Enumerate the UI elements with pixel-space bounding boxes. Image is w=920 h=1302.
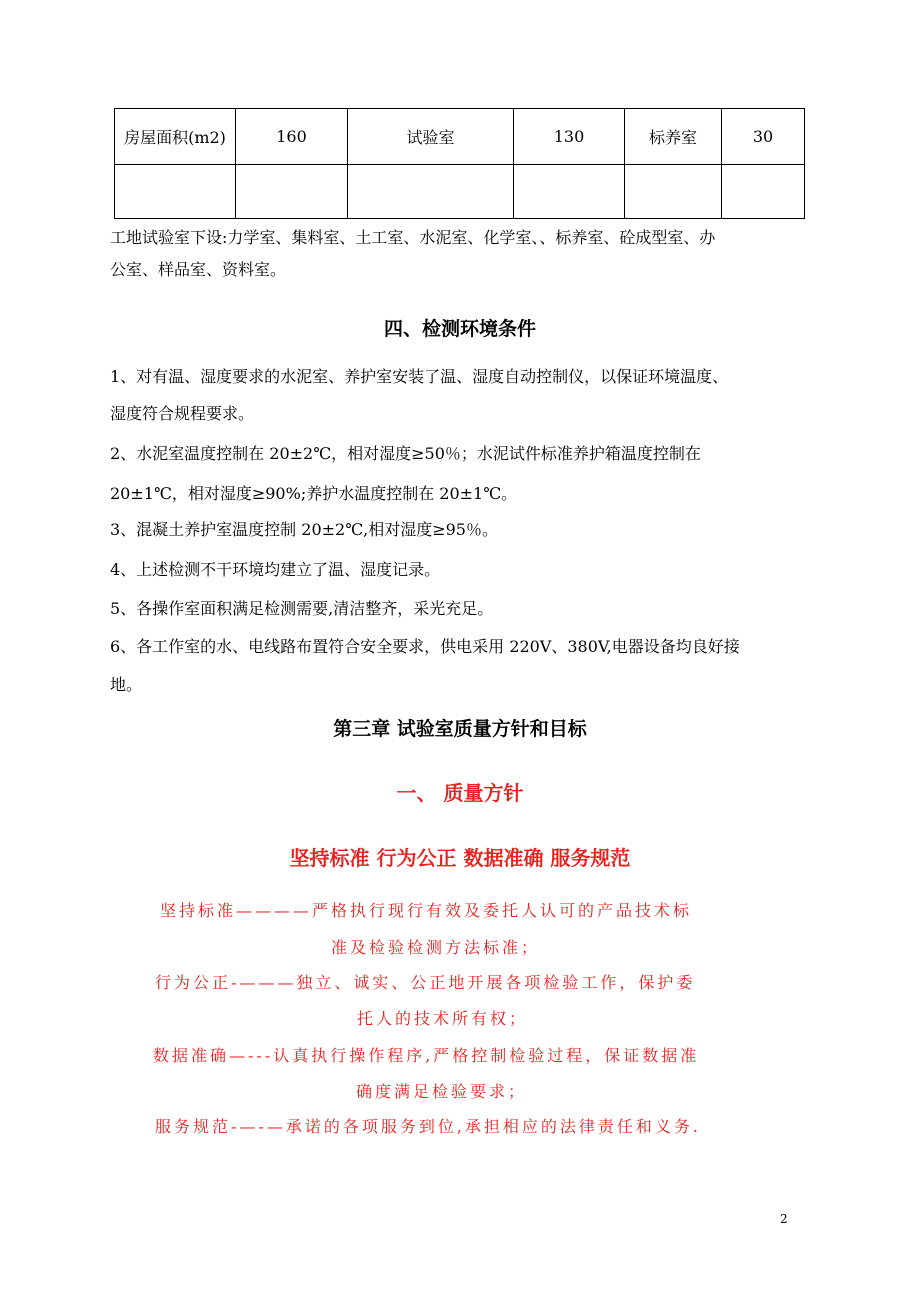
policy-line: 确度满足检验要求； — [356, 1082, 528, 1101]
table-cell: 30 — [722, 109, 805, 165]
item-line: 1、对有温、湿度要求的水泥室、养护室安装了温、湿度自动控制仪，以保证环境温度、 — [110, 367, 729, 386]
item-line: 4、上述检测不干环境均建立了温、湿度记录。 — [110, 560, 441, 579]
table-cell — [236, 165, 348, 219]
table-cell — [625, 165, 722, 219]
section-heading: 四、检测环境条件 — [383, 318, 536, 340]
paragraph-line: 工地试验室下设:力学室、集料室、土工室、水泥室、化学室、、标养室、砼成型室、办 — [110, 228, 716, 247]
table-cell: 130 — [514, 109, 625, 165]
policy-line: 坚持标准————严格执行现行有效及委托人认可的产品技术标 — [160, 901, 693, 920]
table-row — [115, 165, 805, 219]
item-line: 20±1℃，相对湿度≥90%;养护水温度控制在 20±1℃。 — [110, 484, 518, 503]
quality-policy-subtitle: 一、 质量方针 — [396, 781, 524, 805]
table-cell-label: 房屋面积(m2) — [115, 109, 236, 165]
table-cell: 160 — [236, 109, 348, 165]
policy-line: 服务规范-—-—承诺的各项服务到位,承担相应的法律责任和义务. — [155, 1117, 701, 1136]
table-cell — [514, 165, 625, 219]
table-cell — [348, 165, 514, 219]
page-number: 2 — [780, 1212, 788, 1226]
item-line: 地。 — [110, 675, 143, 694]
paragraph-line: 公室、样品室、资料室。 — [110, 260, 287, 279]
item-line: 湿度符合规程要求。 — [110, 404, 255, 423]
item-line: 3、混凝土养护室温度控制 20±2℃,相对湿度≥95％。 — [110, 520, 498, 539]
policy-line: 行为公正-———独立、诚实、公正地开展各项检验工作，保护委 — [155, 973, 696, 992]
table-cell: 试验室 — [348, 109, 514, 165]
chapter-title: 第三章 试验室质量方针和目标 — [333, 718, 587, 740]
table-cell — [115, 165, 236, 219]
policy-line: 数据准确—---认真执行操作程序,严格控制检验过程，保证数据准 — [153, 1046, 700, 1065]
room-area-table — [114, 108, 805, 219]
item-line: 5、各操作室面积满足检测需要,清洁整齐，采光充足。 — [110, 599, 494, 618]
policy-line: 托人的技术所有权； — [357, 1009, 529, 1028]
policy-slogan: 坚持标准 行为公正 数据准确 服务规范 — [289, 846, 631, 870]
item-line: 2、水泥室温度控制在 20±2℃，相对湿度≥50％；水泥试件标准养护箱温度控制在 — [110, 444, 701, 463]
table-cell: 标养室 — [625, 109, 722, 165]
table-cell — [722, 165, 805, 219]
item-line: 6、各工作室的水、电线路布置符合安全要求，供电采用 220V、380V,电器设备均良好接 — [110, 637, 740, 656]
table-row — [115, 109, 805, 165]
policy-line: 准及检验检测方法标准； — [331, 938, 541, 957]
